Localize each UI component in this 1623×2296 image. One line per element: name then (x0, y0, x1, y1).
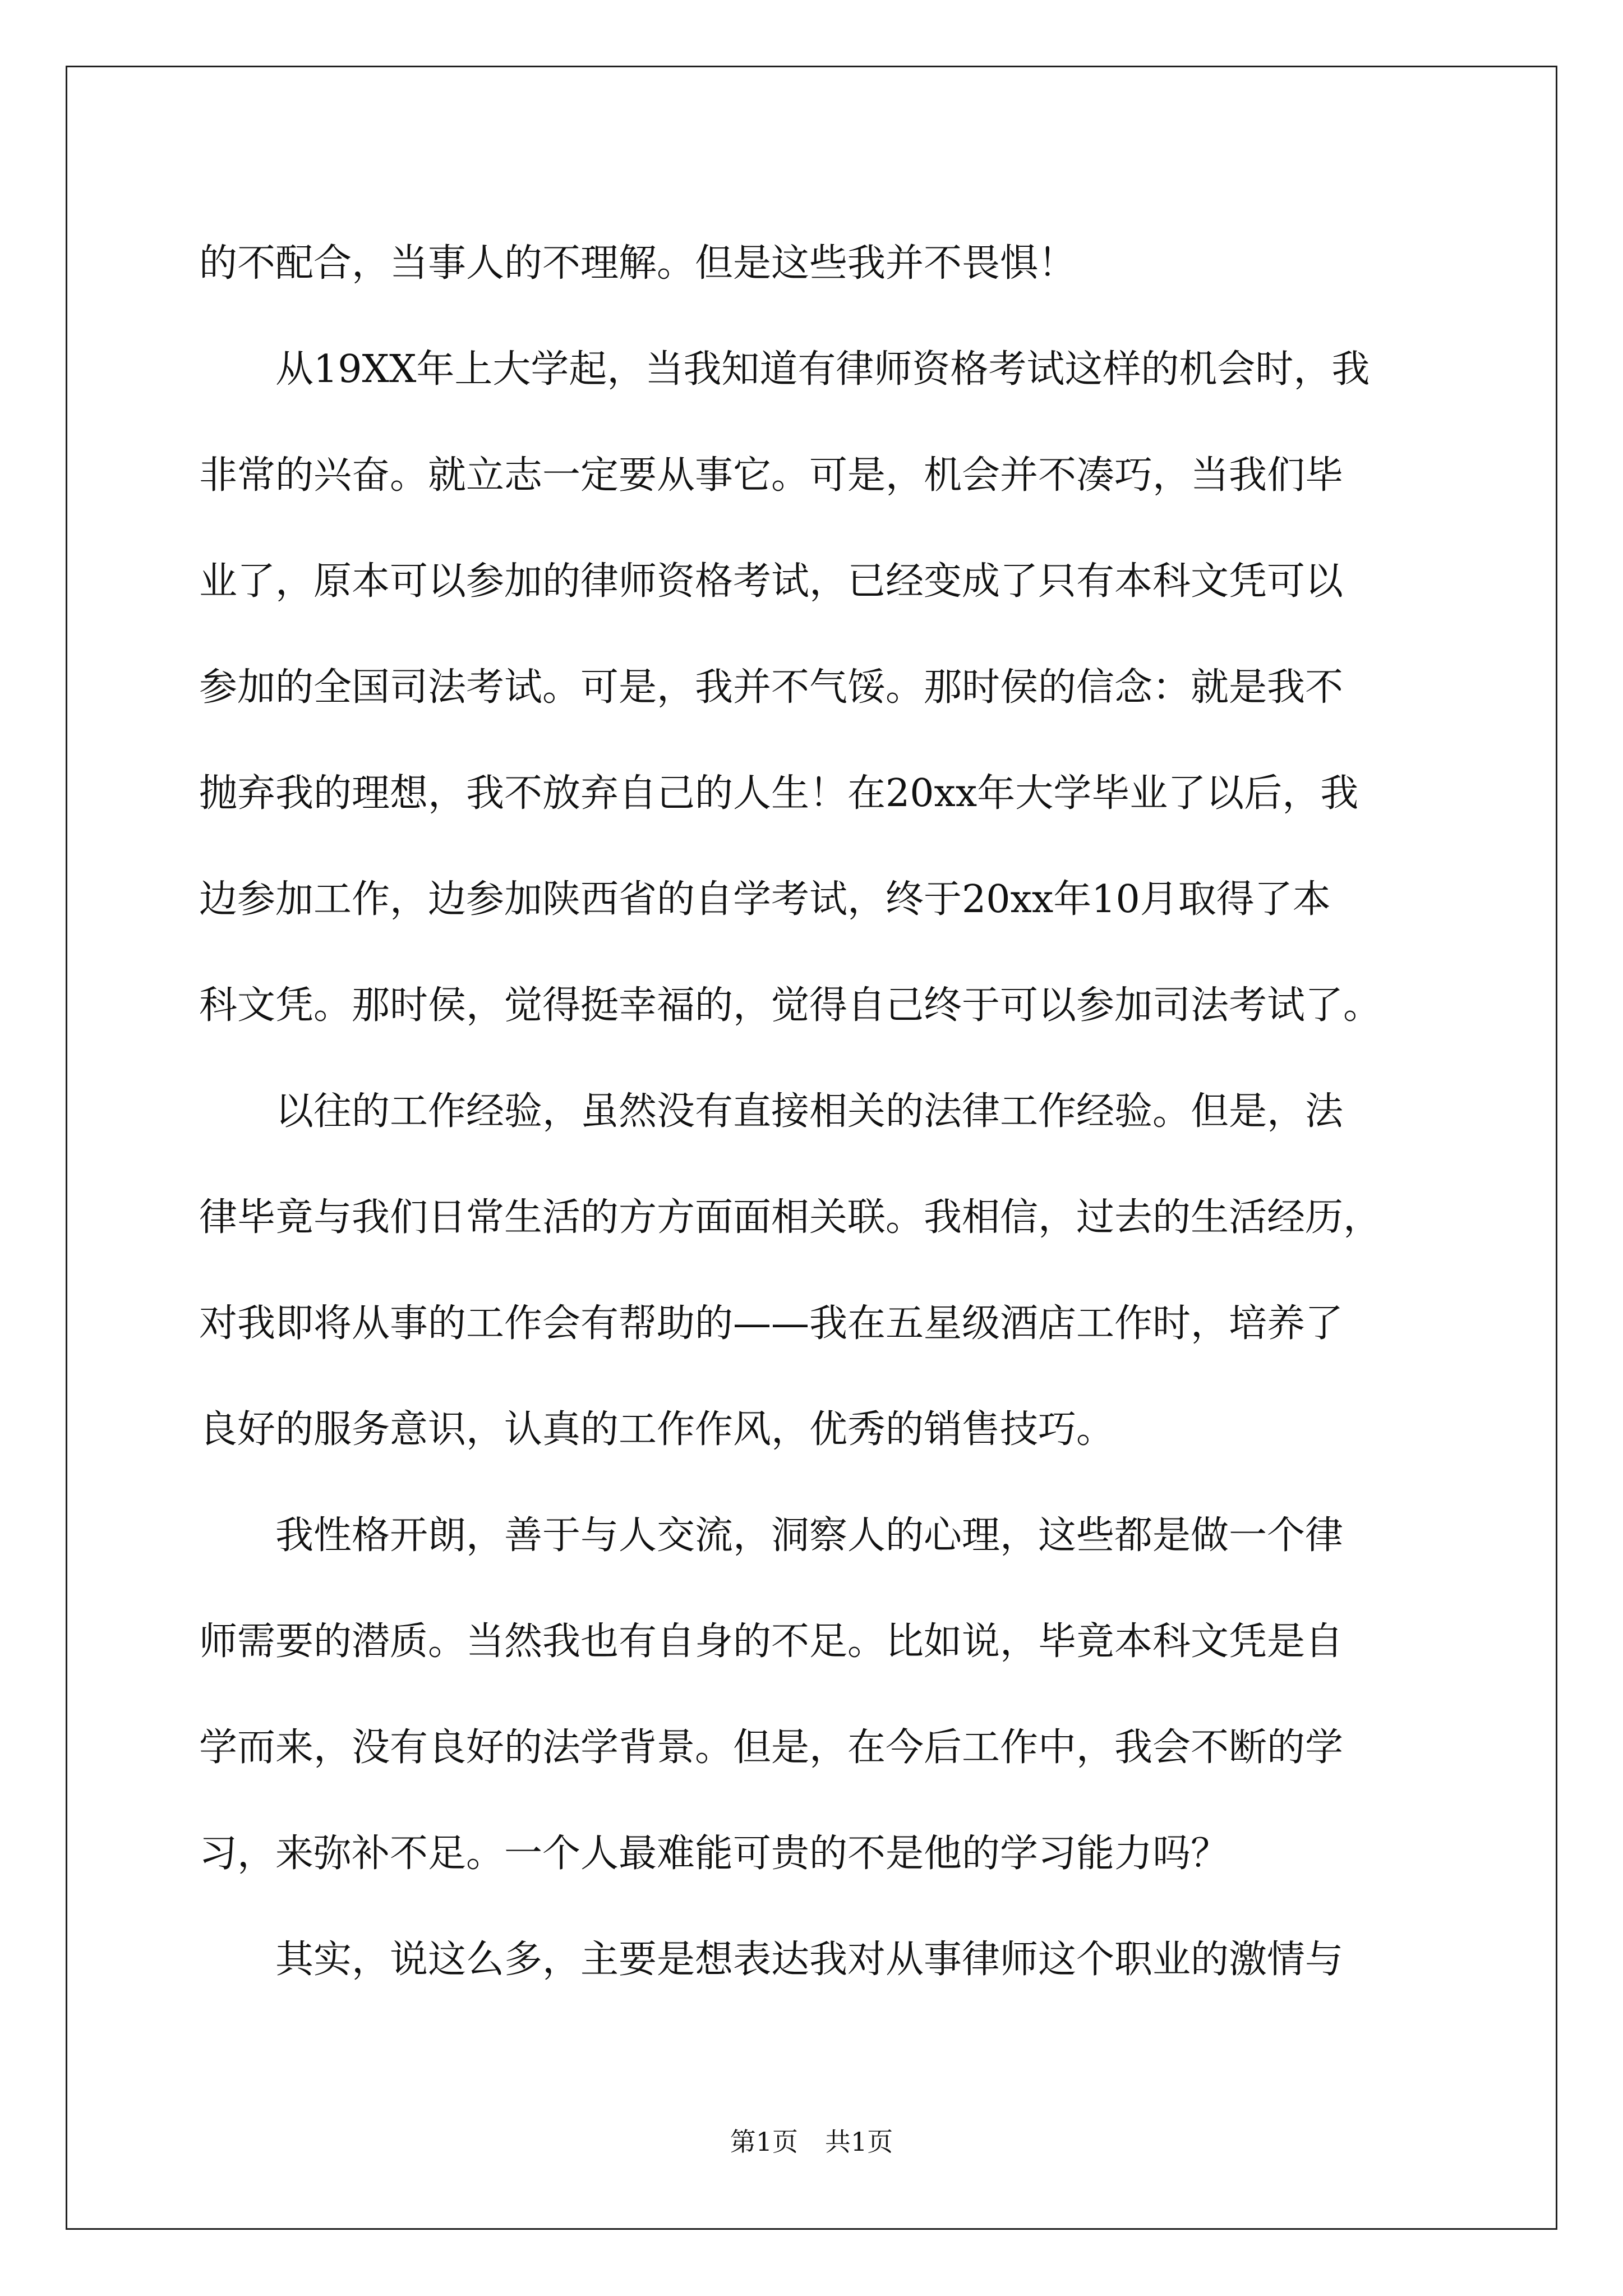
text-line: 师需要的潜质。当然我也有自身的不足。比如说，毕竟本科文凭是自 (199, 1619, 1344, 1664)
text-line: 参加的全国司法考试。可是，我并不气馁。那时侯的信念：就是我不 (199, 665, 1344, 710)
text-line: 的不配合，当事人的不理解。但是这些我并不畏惧！ (199, 241, 1077, 286)
text-line: 非常的兴奋。就立志一定要从事它。可是，机会并不凑巧，当我们毕 (199, 453, 1344, 498)
text-line: 我性格开朗，善于与人交流，洞察人的心理，这些都是做一个律 (199, 1513, 1344, 1558)
text-line: 习，来弥补不足。一个人最难能可贵的不是他的学习能力吗？ (199, 1832, 1229, 1876)
text-line: 抛弃我的理想，我不放弃自己的人生！在20xx年大学毕业了以后，我 (199, 771, 1359, 816)
document-body (199, 210, 1455, 2013)
text-line: 科文凭。那时侯，觉得挺幸福的，觉得自己终于可以参加司法考试了。 (199, 983, 1382, 1028)
text-line: 其实，说这么多，主要是想表达我对从事律师这个职业的激情与 (199, 1938, 1344, 1982)
page-number: 第1页 (730, 2127, 798, 2157)
page-footer (0, 2125, 1623, 2159)
text-line: 业了，原本可以参加的律师资格考试，已经变成了只有本科文凭可以 (199, 559, 1344, 604)
text-line: 学而来，没有良好的法学背景。但是，在今后工作中，我会不断的学 (199, 1726, 1344, 1770)
text-line: 良好的服务意识，认真的工作作风，优秀的销售技巧。 (199, 1407, 1115, 1452)
text-line: 以往的工作经验，虽然没有直接相关的法律工作经验。但是，法 (199, 1089, 1344, 1134)
text-line: 对我即将从事的工作会有帮助的——我在五星级酒店工作时，培养了 (199, 1301, 1344, 1346)
text-line: 从19XX年上大学起，当我知道有律师资格考试这样的机会时，我 (199, 347, 1370, 392)
text-line: 边参加工作，边参加陕西省的自学考试，终于20xx年10月取得了本 (199, 877, 1331, 922)
page-total: 共1页 (825, 2127, 893, 2157)
text-line: 律毕竟与我们日常生活的方方面面相关联。我相信，过去的生活经历， (199, 1195, 1382, 1240)
